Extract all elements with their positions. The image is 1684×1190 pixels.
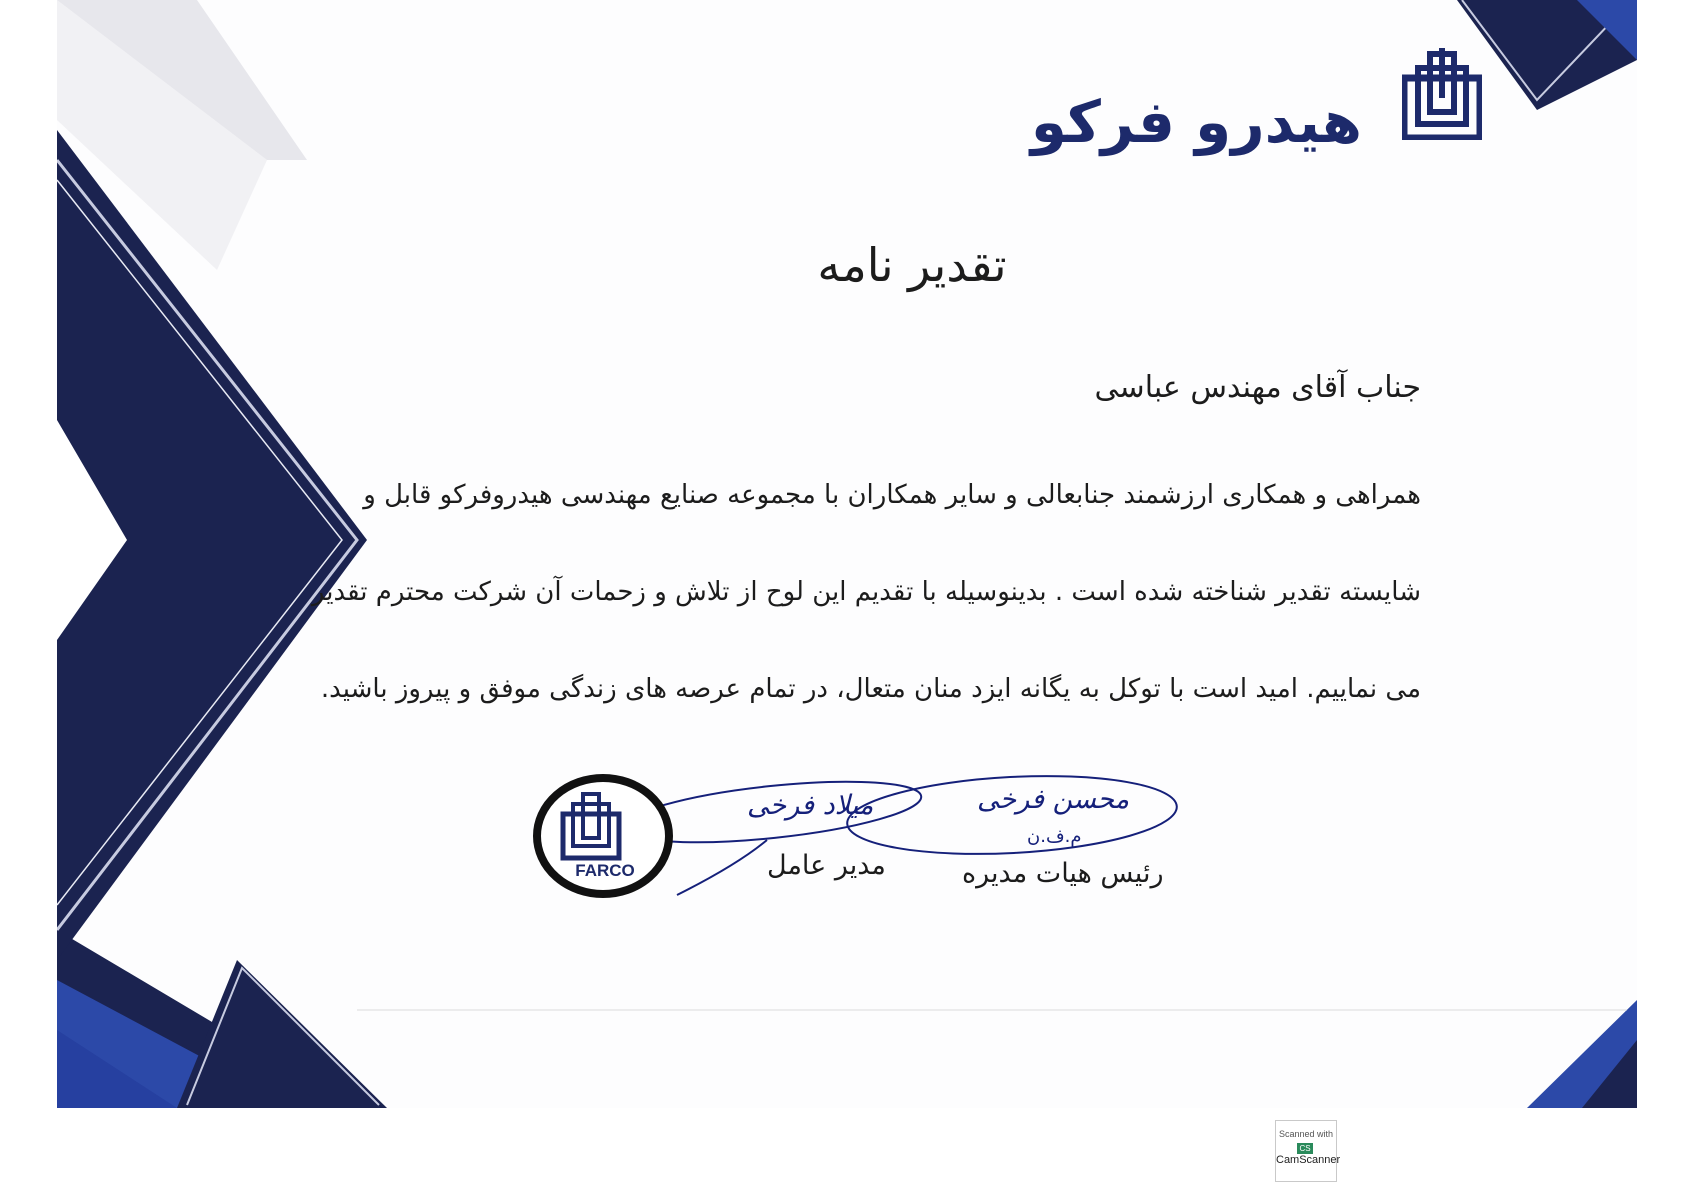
chairman-role: رئیس هیات مدیره [962,858,1164,889]
camscanner-badge [1275,1120,1341,1182]
certificate-sheet [57,0,1637,1108]
ceo-role: مدیر عامل [767,850,886,881]
scanner-line2: CamScanner [1276,1154,1341,1166]
scanner-line1: Scanned with [1278,1129,1334,1139]
body-line-2: شایسته تقدیر شناخته شده است . بدینوسیله با تقدیم این لوح از تلاش و زحمات آن شرکت محترم تقدیر [311,577,1421,607]
recipient-line: جناب آقای مهندس عباسی [1094,370,1421,405]
hydrofarco-logo-icon [1402,48,1482,140]
ceo-signature-name: میلاد فرخی [747,790,874,821]
chairman-signature-name: محسن فرخی [977,784,1130,815]
body-line-3: می نماییم. امید است با توکل به یگانه ایزد منان متعال، در تمام عرصه های زندگی موفق و پیروز باشید. [320,674,1421,704]
camscanner-icon: CS [1299,1144,1311,1153]
certificate-border-decoration [57,0,1637,1108]
certificate-title: تقدیر نامه [817,238,1007,292]
farco-stamp-icon [533,774,673,899]
stamp-label: FARCO [575,861,635,880]
chairman-initials: م.ف.ن [1027,826,1082,847]
body-line-1: همراهی و همکاری ارزشمند جنابعالی و سایر همکاران با مجموعه صنایع مهندسی هیدروفرکو قابل و [363,480,1421,510]
company-logo-text: هیدرو فرکو [1030,88,1362,156]
